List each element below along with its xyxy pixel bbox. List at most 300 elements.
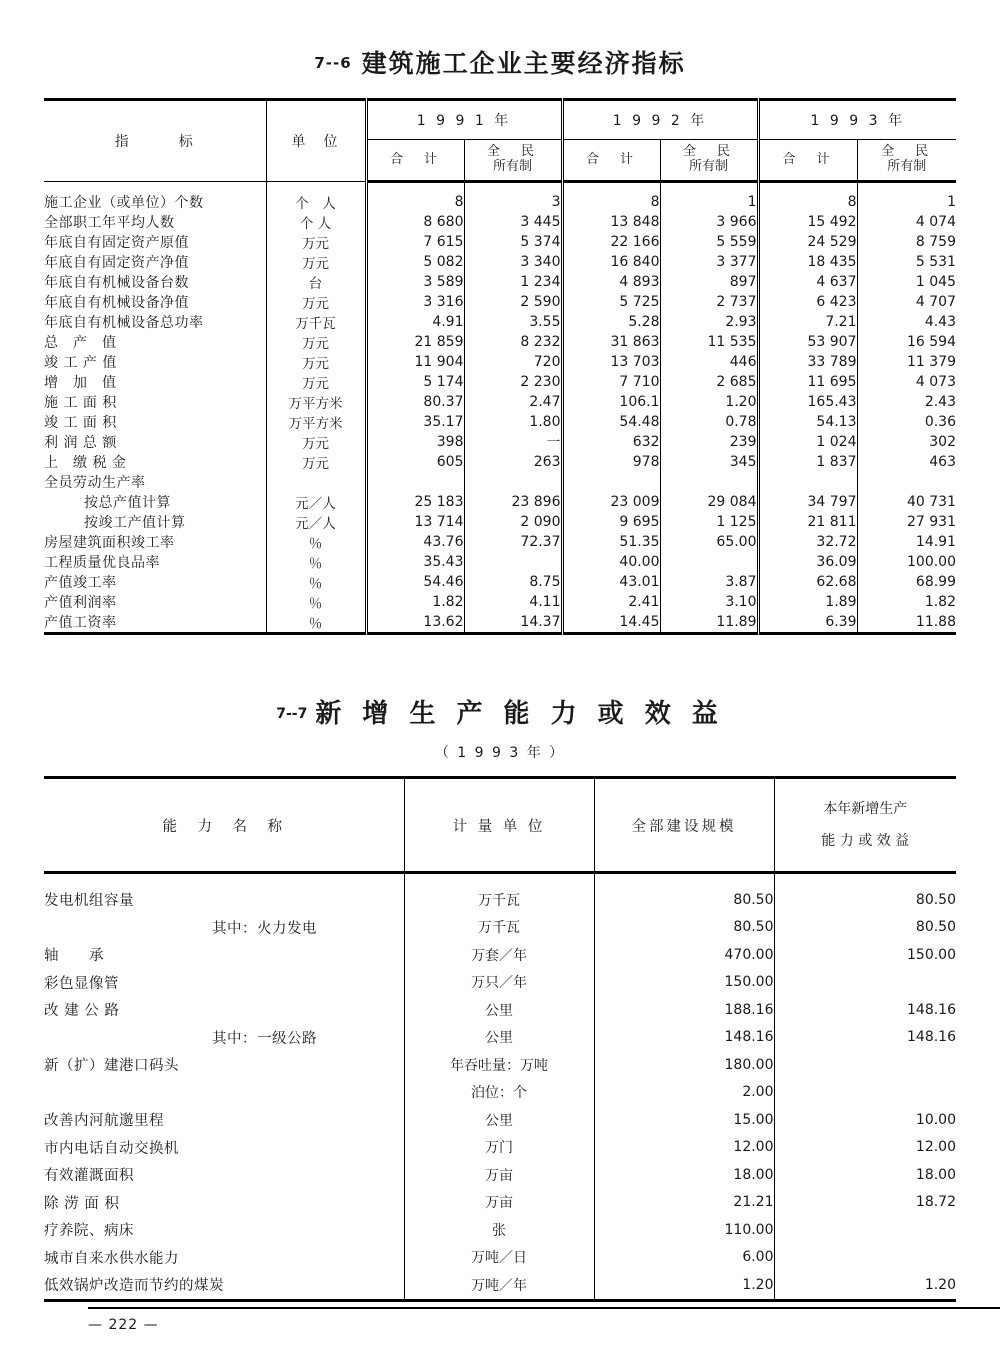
row-indicator-name: 年底自有机械设备净值	[44, 292, 266, 312]
row-capacity-name: 发电机组容量	[44, 886, 404, 914]
row-indicator-name: 总 产 值	[44, 332, 266, 352]
cell-1993-state: 40 731	[907, 494, 956, 510]
row-indicator-name: 年底自有机械设备台数	[44, 272, 266, 292]
row-measure-unit: 公里	[404, 1024, 594, 1052]
cell-1991-total: 8 680	[366, 212, 464, 232]
table-row	[44, 1106, 956, 1134]
th-1991-total-label: 合 计	[389, 151, 441, 167]
cell-1993-total: 18 435	[758, 252, 857, 272]
th-1992-total	[562, 140, 660, 182]
row-total-scale: 15.00	[594, 1106, 774, 1134]
table-7-6	[44, 98, 956, 635]
cell-1991-total: 7 615	[366, 232, 464, 252]
cell-1992-total: 23 009	[562, 492, 660, 512]
spacer-cell	[774, 873, 956, 887]
table-row	[44, 1189, 956, 1217]
row-indicator-name: 房屋建筑面积竣工率	[44, 532, 266, 552]
cell-1992-total: 22 166	[562, 232, 660, 252]
page-number: — 222 —	[88, 1317, 159, 1333]
cell-1991-state: 3	[464, 192, 562, 212]
cell-1992-state: 3.10	[660, 592, 758, 612]
row-measure-unit: 公里	[404, 1106, 594, 1134]
cell-1991-total: 5 082	[366, 252, 464, 272]
table-row	[44, 292, 956, 312]
cell-1992-state	[660, 472, 758, 492]
table-row	[44, 392, 956, 412]
row-indicator-name: 施工企业（或单位）个数	[44, 192, 266, 212]
table-row	[44, 532, 956, 552]
row-new-capacity: 18.72	[915, 1194, 956, 1211]
row-capacity-name: 疗养院、病床	[44, 1216, 404, 1244]
th-1993-state	[857, 140, 956, 182]
cell-1991-state: 3 445	[464, 212, 562, 232]
cell-1991-total: 605	[366, 452, 464, 472]
cell-1992-total: 5.28	[562, 312, 660, 332]
th2-new-l2: 能 力 或 效 益	[821, 833, 910, 849]
cell-1993-state	[857, 472, 956, 492]
row-indicator-name: 利 润 总 额	[44, 432, 266, 452]
cell-1991-total	[366, 472, 464, 492]
th-1992-state-l2: 所有制	[688, 159, 728, 174]
th2-unit: 计 量 单 位	[404, 778, 594, 873]
cell-1992-total: 31 863	[562, 332, 660, 352]
cell-1991-state: 3 340	[464, 252, 562, 272]
th-1991-total	[366, 140, 464, 182]
cell-1991-total: 13 714	[366, 512, 464, 532]
th-1992-total-label: 合 计	[585, 151, 637, 167]
cell-1991-total: 1.82	[366, 592, 464, 612]
table-row	[44, 272, 956, 292]
cell-1993-state: 16 594	[907, 334, 956, 350]
row-new-capacity: 1.20	[774, 1271, 956, 1300]
cell-1991-state: 720	[464, 352, 562, 372]
row-unit: 万元	[266, 432, 366, 452]
cell-1992-state: 3 966	[660, 212, 758, 232]
cell-1993-total: 1 024	[758, 432, 857, 452]
cell-1991-state: 1.80	[464, 412, 562, 432]
th-unit: 单 位	[266, 100, 366, 182]
row-unit	[266, 472, 366, 492]
cell-1991-state: 14.37	[464, 612, 562, 634]
row-total-scale: 470.00	[594, 941, 774, 969]
row-indicator-name: 全部职工年平均人数	[44, 212, 266, 232]
row-unit: ％	[266, 572, 366, 592]
row-capacity-name: 改善内河航邈里程	[44, 1106, 404, 1134]
cell-1992-total: 14.45	[562, 612, 660, 634]
table2-body	[44, 873, 956, 1301]
cell-1992-state: 0.78	[660, 412, 758, 432]
row-measure-unit: 公里	[404, 996, 594, 1024]
row-indicator-name: 上 缴 税 金	[44, 452, 266, 472]
row-indicator-name: 按竣工产值计算	[44, 512, 266, 532]
row-measure-unit: 万门	[404, 1134, 594, 1162]
cell-1991-state: 8.75	[464, 572, 562, 592]
table-row	[44, 372, 956, 392]
row-new-capacity	[774, 969, 956, 997]
row-capacity-name	[44, 1079, 404, 1107]
row-total-scale: 2.00	[594, 1079, 774, 1107]
th-year-1991: 1 9 9 1 年	[366, 100, 562, 140]
row-capacity-name: 城市自来水供水能力	[44, 1244, 404, 1272]
cell-1993-state: 4 073	[915, 374, 956, 390]
row-measure-unit: 万亩	[404, 1189, 594, 1217]
spacer-cell	[44, 182, 266, 193]
spacer-cell	[366, 182, 464, 193]
cell-1992-total	[562, 472, 660, 492]
table2-head	[44, 778, 956, 873]
table2-number: 7--7	[276, 706, 308, 722]
table1-title-block	[0, 44, 1000, 80]
cell-1993-total: 11 695	[758, 372, 857, 392]
row-total-scale: 12.00	[594, 1134, 774, 1162]
cell-1992-total: 16 840	[562, 252, 660, 272]
table-row	[44, 452, 956, 472]
row-indicator-name: 施 工 面 积	[44, 392, 266, 412]
row-total-scale: 150.00	[594, 969, 774, 997]
row-new-capacity: 148.16	[907, 1001, 956, 1018]
cell-1993-total: 6.39	[758, 612, 857, 634]
cell-1992-state: 2.93	[660, 312, 758, 332]
cell-1991-total: 54.46	[366, 572, 464, 592]
cell-1991-state: 2 230	[464, 372, 562, 392]
cell-1991-total: 11 904	[366, 352, 464, 372]
cell-1992-state	[660, 552, 758, 572]
table2-title-block	[0, 693, 1000, 730]
row-measure-unit: 年吞吐量：万吨	[404, 1051, 594, 1079]
row-unit: 万平方米	[266, 412, 366, 432]
cell-1992-state: 1	[660, 192, 758, 212]
row-measure-unit: 万吨／日	[404, 1244, 594, 1272]
row-total-scale: 21.21	[594, 1189, 774, 1217]
cell-1991-state: 2 090	[464, 512, 562, 532]
table-row	[44, 996, 956, 1024]
cell-1992-state: 345	[660, 452, 758, 472]
row-measure-unit: 万套／年	[404, 941, 594, 969]
cell-1992-total: 13 848	[562, 212, 660, 232]
row-unit: 个 人	[266, 212, 366, 232]
table2-spacer	[44, 873, 956, 887]
cell-1991-total: 4.91	[366, 312, 464, 332]
cell-1993-state: 14.91	[915, 534, 956, 550]
row-total-scale: 110.00	[594, 1216, 774, 1244]
cell-1992-total: 8	[562, 192, 660, 212]
cell-1991-state	[464, 472, 562, 492]
th-1993-total-label: 合 计	[782, 151, 834, 167]
cell-1992-state: 239	[660, 432, 758, 452]
cell-1993-state: 4 074	[915, 214, 956, 230]
row-measure-unit: 泊位：个	[404, 1079, 594, 1107]
row-measure-unit: 万只／年	[404, 969, 594, 997]
row-unit: 万元	[266, 332, 366, 352]
table-row	[44, 492, 956, 512]
row-unit: 万元	[266, 252, 366, 272]
cell-1992-total: 13 703	[562, 352, 660, 372]
th-1993-state-l2: 所有制	[887, 159, 927, 174]
table-row	[44, 192, 956, 212]
row-unit: 台	[266, 272, 366, 292]
cell-1992-total: 632	[562, 432, 660, 452]
cell-1991-total: 3 316	[366, 292, 464, 312]
cell-1992-state: 1 125	[660, 512, 758, 532]
spacer-cell	[44, 873, 404, 887]
row-indicator-name: 按总产值计算	[44, 492, 266, 512]
cell-1991-state: 5 374	[464, 232, 562, 252]
th-1993-state-l1: 全 民	[881, 144, 933, 160]
row-total-scale: 18.00	[594, 1161, 774, 1189]
table-row	[44, 592, 956, 612]
cell-1993-total: 7.21	[758, 312, 857, 332]
table-row	[44, 472, 956, 492]
table-row	[44, 552, 956, 572]
cell-1991-total: 21 859	[366, 332, 464, 352]
spacer-cell	[266, 182, 366, 193]
cell-1992-total: 2.41	[562, 592, 660, 612]
cell-1991-total: 5 174	[366, 372, 464, 392]
th2-new-l1: 本年新增生产	[823, 800, 908, 817]
row-indicator-name: 产值竣工率	[44, 572, 266, 592]
row-indicator-name: 工程质量优良品率	[44, 552, 266, 572]
spacer-cell	[660, 182, 758, 193]
row-indicator-name: 年底自有固定资产原值	[44, 232, 266, 252]
th-1992-state-l1: 全 民	[682, 144, 734, 160]
table-row	[44, 312, 956, 332]
table1-number: 7--6	[314, 54, 352, 72]
spacer-cell	[857, 182, 956, 193]
row-indicator-name: 产值利润率	[44, 592, 266, 612]
cell-1991-total: 398	[366, 432, 464, 452]
cell-1993-total: 8	[758, 192, 857, 212]
table-row	[44, 1216, 956, 1244]
row-unit: 万元	[266, 292, 366, 312]
cell-1993-total: 165.43	[758, 392, 857, 412]
table-7-7	[44, 776, 956, 1302]
row-measure-unit: 万千瓦	[404, 886, 594, 914]
cell-1992-total: 978	[562, 452, 660, 472]
cell-1993-total: 33 789	[758, 352, 857, 372]
row-unit: 万千瓦	[266, 312, 366, 332]
cell-1993-total: 15 492	[758, 212, 857, 232]
cell-1993-total: 36.09	[758, 552, 857, 572]
row-capacity-name: 彩色显像管	[44, 969, 404, 997]
row-total-scale: 180.00	[594, 1051, 774, 1079]
cell-1991-state: 一	[464, 432, 562, 452]
row-measure-unit: 张	[404, 1216, 594, 1244]
row-measure-unit: 万亩	[404, 1161, 594, 1189]
th2-name: 能 力 名 称	[44, 778, 404, 873]
cell-1992-state: 65.00	[660, 532, 758, 552]
cell-1992-state: 29 084	[660, 492, 758, 512]
row-capacity-name: 有效灌溉面积	[44, 1161, 404, 1189]
cell-1992-total: 51.35	[562, 532, 660, 552]
spacer-cell	[758, 182, 857, 193]
cell-1993-state: 4 707	[915, 294, 956, 310]
cell-1993-state: 100.00	[907, 554, 956, 570]
table-row	[44, 512, 956, 532]
cell-1993-total: 6 423	[758, 292, 857, 312]
row-new-capacity: 80.50	[915, 891, 956, 908]
cell-1993-state: 1	[947, 194, 956, 210]
row-capacity-name: 除 涝 面 积	[44, 1189, 404, 1217]
cell-1992-total: 7 710	[562, 372, 660, 392]
cell-1993-state: 302	[929, 434, 956, 450]
cell-1992-total: 4 893	[562, 272, 660, 292]
row-unit: 万元	[266, 452, 366, 472]
row-new-capacity: 12.00	[915, 1139, 956, 1156]
cell-1992-state: 11.89	[660, 612, 758, 634]
cell-1991-total: 3 589	[366, 272, 464, 292]
cell-1991-state: 72.37	[464, 532, 562, 552]
cell-1993-state: 1 045	[915, 274, 956, 290]
cell-1993-total: 21 811	[758, 512, 857, 532]
th2-new	[774, 778, 956, 873]
row-measure-unit: 万千瓦	[404, 914, 594, 942]
cell-1991-state: 2.47	[464, 392, 562, 412]
cell-1991-state: 263	[464, 452, 562, 472]
cell-1991-state: 8 232	[464, 332, 562, 352]
cell-1992-total: 9 695	[562, 512, 660, 532]
row-capacity-name: 低效锅炉改造而节约的煤炭	[44, 1271, 404, 1300]
cell-1992-state: 3 377	[660, 252, 758, 272]
table-row	[44, 1134, 956, 1162]
cell-1993-total: 54.13	[758, 412, 857, 432]
cell-1993-state: 4.43	[924, 314, 956, 330]
table1-spacer	[44, 182, 956, 193]
cell-1991-total: 35.17	[366, 412, 464, 432]
cell-1992-total: 106.1	[562, 392, 660, 412]
row-indicator-name: 全员劳动生产率	[44, 472, 266, 492]
row-measure-unit: 万吨／年	[404, 1271, 594, 1300]
table-row	[44, 941, 956, 969]
cell-1993-state: 27 931	[907, 514, 956, 530]
table-row	[44, 412, 956, 432]
row-total-scale: 80.50	[594, 914, 774, 942]
table-row	[44, 1244, 956, 1272]
row-capacity-name: 轴 承	[44, 941, 404, 969]
table-row	[44, 1051, 956, 1079]
cell-1992-total: 5 725	[562, 292, 660, 312]
cell-1991-state	[464, 552, 562, 572]
cell-1992-state: 2 685	[660, 372, 758, 392]
table2-title: 新 增 生 产 能 力 或 效 益	[315, 699, 724, 729]
row-capacity-name: 改 建 公 路	[44, 996, 404, 1024]
th-year-1992: 1 9 9 2 年	[562, 100, 758, 140]
row-unit: ％	[266, 552, 366, 572]
cell-1992-state: 3.87	[660, 572, 758, 592]
cell-1993-total: 32.72	[758, 532, 857, 552]
cell-1993-state: 68.99	[915, 574, 956, 590]
cell-1991-total: 25 183	[366, 492, 464, 512]
row-unit: 万元	[266, 372, 366, 392]
cell-1991-total: 35.43	[366, 552, 464, 572]
row-new-capacity: 10.00	[915, 1111, 956, 1128]
th-1993-total	[758, 140, 857, 182]
row-unit: 万元	[266, 352, 366, 372]
row-unit: ％	[266, 532, 366, 552]
spacer-cell	[404, 873, 594, 887]
cell-1992-state: 1.20	[660, 392, 758, 412]
cell-1992-state: 11 535	[660, 332, 758, 352]
row-indicator-name: 竣 工 产 值	[44, 352, 266, 372]
row-total-scale: 148.16	[594, 1024, 774, 1052]
table-row	[44, 1161, 956, 1189]
cell-1993-state: 0.36	[924, 414, 956, 430]
row-unit: ％	[266, 592, 366, 612]
table-row	[44, 886, 956, 914]
table-row	[44, 572, 956, 592]
cell-1991-state: 2 590	[464, 292, 562, 312]
row-unit: 万平方米	[266, 392, 366, 412]
cell-1993-total: 4 637	[758, 272, 857, 292]
cell-1992-total: 43.01	[562, 572, 660, 592]
cell-1992-state: 897	[660, 272, 758, 292]
cell-1993-total: 1 837	[758, 452, 857, 472]
table1-title: 建筑施工企业主要经济指标	[361, 49, 686, 78]
cell-1992-state: 5 559	[660, 232, 758, 252]
th2-scale: 全部建设规模	[594, 778, 774, 873]
cell-1992-state: 446	[660, 352, 758, 372]
row-total-scale: 6.00	[594, 1244, 774, 1272]
table-row	[44, 1271, 956, 1300]
row-new-capacity: 150.00	[907, 946, 956, 963]
cell-1991-total: 13.62	[366, 612, 464, 634]
row-total-scale: 1.20	[594, 1271, 774, 1300]
row-indicator-name: 产值工资率	[44, 612, 266, 634]
table2-subtitle: （ 1 9 9 3 年 ）	[434, 745, 566, 761]
table-row	[44, 1079, 956, 1107]
row-new-capacity: 148.16	[907, 1029, 956, 1046]
row-unit: 元／人	[266, 492, 366, 512]
row-unit: 元／人	[266, 512, 366, 532]
cell-1991-total: 80.37	[366, 392, 464, 412]
spacer-cell	[594, 873, 774, 887]
cell-1992-state: 2 737	[660, 292, 758, 312]
row-unit: 万元	[266, 232, 366, 252]
th-1991-state	[464, 140, 562, 182]
cell-1993-state: 463	[929, 454, 956, 470]
row-new-capacity	[774, 1051, 956, 1079]
cell-1993-total: 53 907	[758, 332, 857, 352]
table-row	[44, 432, 956, 452]
row-indicator-name: 年底自有固定资产净值	[44, 252, 266, 272]
row-capacity-name: 其中：火力发电	[44, 914, 404, 942]
row-new-capacity	[774, 1079, 956, 1107]
table1-head	[44, 100, 956, 182]
th-1991-state-l2: 所有制	[492, 159, 532, 174]
row-capacity-name: 市内电话自动交换机	[44, 1134, 404, 1162]
th-year-1993: 1 9 9 3 年	[758, 100, 956, 140]
cell-1993-state: 11 379	[907, 354, 956, 370]
th-1992-state	[660, 140, 758, 182]
table-row	[44, 914, 956, 942]
row-unit: 个 人	[266, 192, 366, 212]
cell-1993-state: 2.43	[924, 394, 956, 410]
table-row	[44, 332, 956, 352]
row-new-capacity: 18.00	[915, 1166, 956, 1183]
cell-1991-state: 4.11	[464, 592, 562, 612]
cell-1993-total: 1.89	[758, 592, 857, 612]
row-indicator-name: 年底自有机械设备总功率	[44, 312, 266, 332]
table-row	[44, 212, 956, 232]
table-row	[44, 969, 956, 997]
cell-1993-total: 24 529	[758, 232, 857, 252]
row-total-scale: 80.50	[594, 886, 774, 914]
th-indicator: 指 标	[44, 100, 266, 182]
cell-1991-total: 8	[366, 192, 464, 212]
row-new-capacity	[774, 1216, 956, 1244]
row-indicator-name: 增 加 值	[44, 372, 266, 392]
cell-1993-state: 8 759	[915, 234, 956, 250]
cell-1993-state: 1.82	[924, 594, 956, 610]
